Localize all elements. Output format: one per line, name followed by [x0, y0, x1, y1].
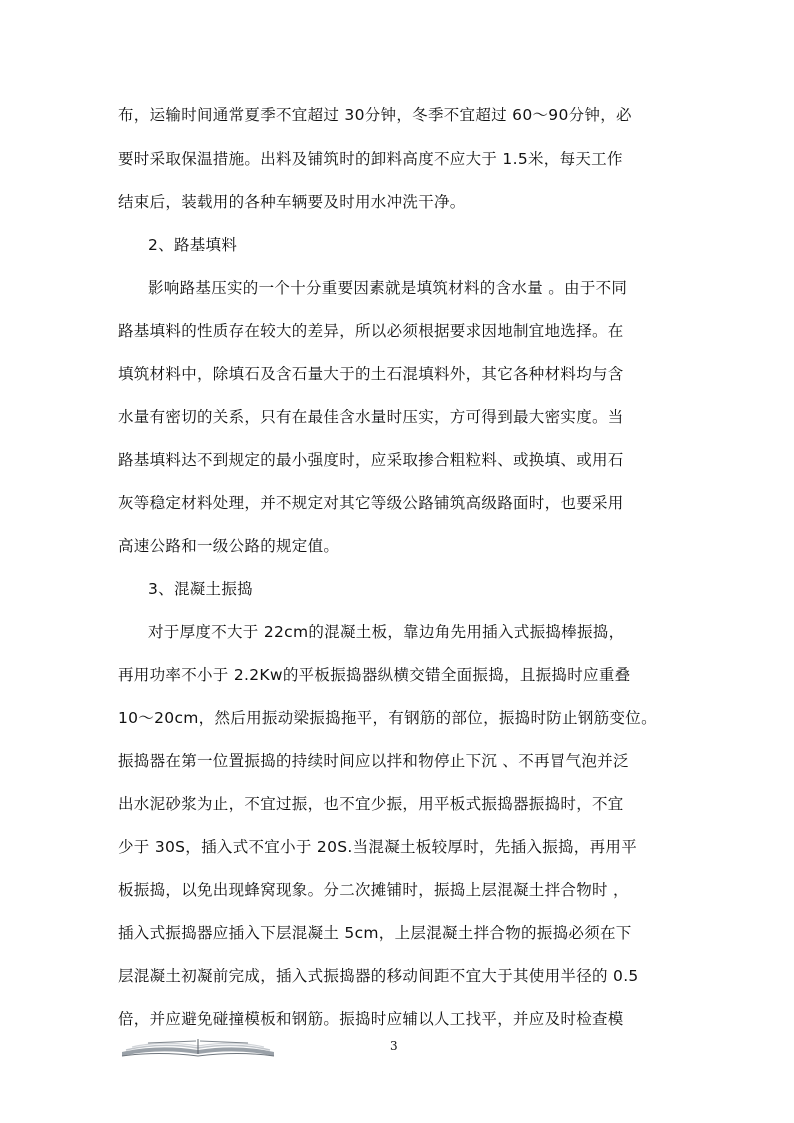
paragraph-line: 路基填料的性质存在较大的差异，所以必须根据要求因地制宜地选择。在 — [118, 322, 624, 340]
paragraph-line: 层混凝土初凝前完成，插入式振捣器的移动间距不宜大于其使用半径的 0.5 — [118, 967, 639, 985]
section-heading: 3、混凝土振捣 — [148, 580, 253, 598]
paragraph-line: 高速公路和一级公路的规定值。 — [118, 537, 340, 555]
paragraph-line: 影响路基压实的一个十分重要因素就是填筑材料的含水量 。由于不同 — [148, 279, 628, 297]
open-book-icon — [118, 1034, 278, 1060]
paragraph-line: 板振捣，以免出现蜂窝现象。分二次摊铺时，振捣上层混凝土拌合物时 ， — [118, 881, 629, 899]
paragraph-line: 插入式振捣器应插入下层混凝土 5cm，上层混凝土拌合物的振捣必须在下 — [118, 924, 632, 942]
paragraph-line: 倍，并应避免碰撞模板和钢筋。振捣时应辅以人工找平，并应及时检查模 — [118, 1010, 624, 1028]
paragraph-line: 要时采取保温措施。出料及铺筑时的卸料高度不应大于 1.5米，每天工作 — [118, 150, 623, 168]
paragraph-line: 水量有密切的关系，只有在最佳含水量时压实，方可得到最大密实度。当 — [118, 408, 624, 426]
paragraph-line: 出水泥砂浆为止，不宜过振，也不宜少振，用平板式振捣器振捣时，不宜 — [118, 795, 624, 813]
paragraph-line: 10～20cm，然后用振动梁振捣拖平，有钢筋的部位，振捣时防止钢筋变位。 — [118, 709, 657, 727]
paragraph-line: 结束后，装载用的各种车辆要及时用水冲洗干净。 — [118, 193, 466, 211]
paragraph-line: 对于厚度不大于 22cm的混凝土板，靠边角先用插入式振捣棒振捣， — [148, 623, 625, 641]
paragraph-line: 填筑材料中，除填石及含石量大于的土石混填料外，其它各种材料均与含 — [118, 365, 624, 383]
paragraph-line: 灰等稳定材料处理，并不规定对其它等级公路铺筑高级路面时，也要采用 — [118, 494, 624, 512]
paragraph-line: 振捣器在第一位置振捣的持续时间应以拌和物停止下沉 、不再冒气泡并泛 — [118, 752, 629, 770]
paragraph-line: 再用功率不小于 2.2Kw的平板振捣器纵横交错全面振捣，且振捣时应重叠 — [118, 666, 631, 684]
paragraph-line: 布，运输时间通常夏季不宜超过 30分钟，冬季不宜超过 60～90分钟，必 — [118, 106, 632, 124]
page-number: 3 — [390, 1039, 398, 1053]
section-heading: 2、路基填料 — [148, 236, 238, 254]
paragraph-line: 路基填料达不到规定的最小强度时，应采取掺合粗粒料、或换填、或用石 — [118, 451, 624, 469]
paragraph-line: 少于 30S，插入式不宜小于 20S.当混凝土板较厚时，先插入振捣，再用平 — [118, 838, 638, 856]
